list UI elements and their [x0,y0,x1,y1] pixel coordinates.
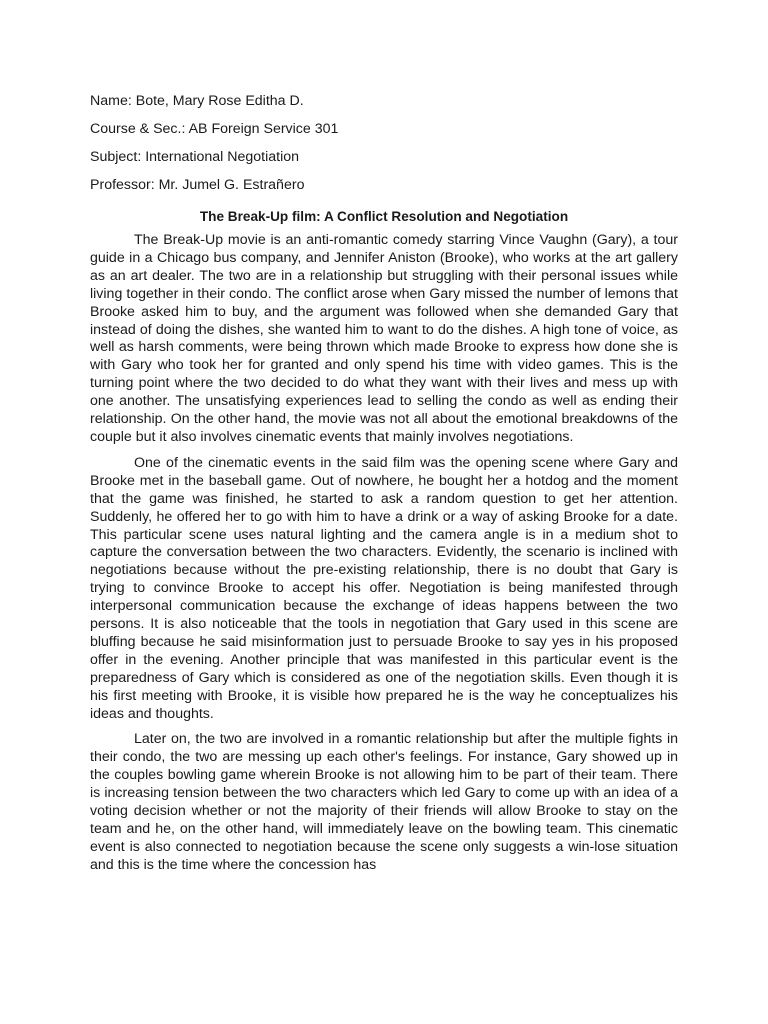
subject-line: Subject: International Negotiation [90,149,300,165]
course-section: Course & Sec.: AB Foreign Service 301 [90,121,339,137]
paragraph-2: One of the cinematic events in the said film was the opening scene where Gary and Brooke met in the baseball game. Out of nowhere, he bought her a hotdog and the moment that the game was finished, he started to ask a random question to get her attention. Suddenly, he offered her to go with him to have a drink or a way of asking Brooke for a date. This particular scene uses natural lighting and the camera angle is in a medium shot to capture the conversation between the two characters. Evidently, the scenario is inclined with negotiations because without the pre-existing relationship, there is no doubt that Gary is trying to convince Brooke to accept his offer. Negotiation is being manifested through interpersonal communication because the exchange of ideas happens between the two persons. It is also noticeable that the tools in negotiation that Gary used in this scene are bluffing because he said misinformation just to persuade Brooke to say yes in his proposed offer in the evening. Another principle that was manifested in this particular event is the preparedness of Gary which is considered as one of the negotiation skills. Even though it is his first meeting with Brooke, it is visible how prepared he is the way he conceptualizes his ideas and thoughts. [90,454,678,722]
professor-line: Professor: Mr. Jumel G. Estrañero [90,177,305,193]
paragraph-3: Later on, the two are involved in a romantic relationship but after the multiple fights in their condo, the two are messing up each other's feelings. For instance, Gary showed up in the couples bowling game wherein Brooke is not allowing him to be part of their team. There is increasing tension between the two characters which led Gary to come up with an idea of a voting decision whether or not the majority of their friends will allow Brooke to stay on the team and he, on the other hand, will immediately leave on the bowling team. This cinematic event is also connected to negotiation because the scene only suggests a win-lose situation and this is the time where the concession has [90,731,678,873]
document-page [90,92,678,883]
paragraph-1: The Break-Up movie is an anti-romantic comedy starring Vince Vaughn (Gary), a tour guide in a Chicago bus company, and Jennifer Aniston (Brooke), who works at the art gallery as an art dealer. The two are in a relationship but struggling with their personal issues while living together in their condo. The conflict arose when Gary missed the number of lemons that Brooke asked him to buy, and the argument was followed when she demanded Gary that instead of doing the dishes, she wanted him to want to do the dishes. A high tone of voice, as well as harsh comments, were being thrown which made Brooke to express how done she is with Gary who took her for granted and only spend his time with video games. This is the turning point where the two decided to do what they want with their lives and mess up with one another. The unsatisfying experiences lead to selling the condo as well as ending their relationship. On the other hand, the movie was not all about the emotional breakdowns of the couple but it also involves cinematic events that mainly involves negotiations. [90,232,678,445]
document-title: The Break-Up film: A Conflict Resolution and Negotiation [199,209,569,224]
student-name: Name: Bote, Mary Rose Editha D. [90,93,304,109]
